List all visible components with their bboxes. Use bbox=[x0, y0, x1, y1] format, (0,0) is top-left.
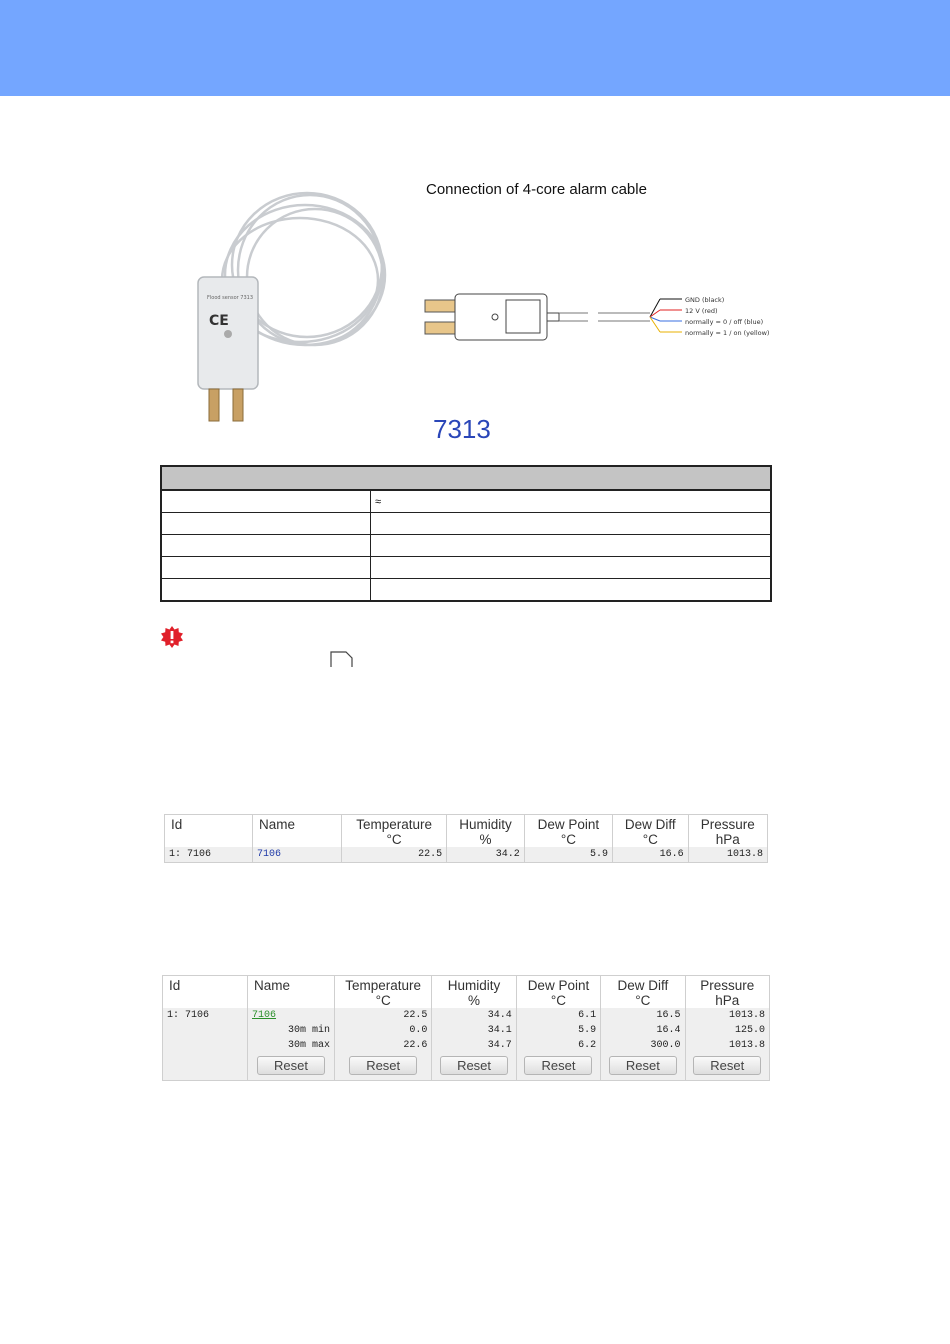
col-name: Name bbox=[253, 815, 342, 848]
col-humidity: Humidity % bbox=[432, 976, 516, 1009]
reset-button-name[interactable]: Reset bbox=[257, 1056, 325, 1075]
sensor-product-photo bbox=[195, 185, 395, 425]
page-reference-marker-icon bbox=[330, 650, 354, 668]
cable-connection-title: Connection of 4-core alarm cable bbox=[426, 181, 647, 198]
dew-diff-max: 300.0 bbox=[601, 1038, 685, 1053]
temperature-value: 22.5 bbox=[342, 847, 447, 863]
table-row-current bbox=[163, 1008, 770, 1023]
sensor-name-cell bbox=[248, 1008, 335, 1023]
svg-text:CE: CE bbox=[209, 313, 229, 329]
min-label: 30m min bbox=[248, 1023, 335, 1038]
spec-value bbox=[371, 535, 772, 557]
sensor-overview-table bbox=[164, 814, 768, 863]
dew-point-max: 6.2 bbox=[516, 1038, 600, 1053]
empty-cell bbox=[163, 1038, 248, 1053]
sensor-name-cell bbox=[253, 847, 342, 863]
dew-diff-min: 16.4 bbox=[601, 1023, 685, 1038]
spec-label bbox=[161, 535, 371, 557]
col-pressure: Pressure hPa bbox=[700, 817, 755, 847]
wire-label-normally-on: normally = 1 / on (yellow) bbox=[685, 329, 770, 337]
sensor-id: 1: 7106 bbox=[165, 847, 253, 863]
header-row bbox=[163, 976, 770, 1009]
col-dew-point: Dew Point °C bbox=[524, 815, 612, 848]
sensor-name-link[interactable]: 7106 bbox=[252, 1010, 277, 1021]
table-row bbox=[165, 847, 768, 863]
reset-button-temperature[interactable]: Reset bbox=[349, 1056, 417, 1075]
temperature-min: 0.0 bbox=[335, 1023, 432, 1038]
temperature-value: 22.5 bbox=[335, 1008, 432, 1023]
sensor-detail-table bbox=[162, 975, 770, 1081]
col-temperature: Temperature °C bbox=[335, 976, 432, 1009]
spec-label bbox=[161, 557, 371, 579]
wire-label-gnd: GND (black) bbox=[685, 296, 725, 304]
col-dew-diff: Dew Diff °C bbox=[601, 976, 685, 1009]
wiring-diagram bbox=[420, 286, 780, 346]
wire-label-12v: 12 V (red) bbox=[685, 307, 718, 315]
sensor-name-link[interactable]: 7106 bbox=[257, 849, 282, 860]
col-id: Id bbox=[163, 976, 248, 1009]
humidity-min: 34.1 bbox=[432, 1023, 516, 1038]
spec-label bbox=[161, 490, 371, 513]
header-row bbox=[165, 815, 768, 848]
spec-row bbox=[161, 535, 771, 557]
col-humidity: Humidity % bbox=[447, 815, 525, 848]
dew-diff-value: 16.5 bbox=[601, 1008, 685, 1023]
humidity-value: 34.2 bbox=[447, 847, 525, 863]
reset-button-humidity[interactable]: Reset bbox=[440, 1056, 508, 1075]
reset-button-dew-point[interactable]: Reset bbox=[524, 1056, 592, 1075]
wire-label-normally-off: normally = 0 / off (blue) bbox=[685, 318, 764, 326]
spec-row bbox=[161, 490, 771, 513]
pressure-max: 1013.8 bbox=[685, 1038, 769, 1053]
dew-diff-value: 16.6 bbox=[613, 847, 689, 863]
svg-text:Flood sensor 7313: Flood sensor 7313 bbox=[207, 295, 254, 301]
spec-table bbox=[160, 465, 772, 602]
spec-label bbox=[161, 579, 371, 602]
col-name: Name bbox=[248, 976, 335, 1009]
empty-cell bbox=[163, 1053, 248, 1081]
empty-cell bbox=[163, 1023, 248, 1038]
spec-table-header bbox=[161, 466, 771, 490]
col-temperature: Temperature °C bbox=[342, 815, 447, 848]
spec-row bbox=[161, 557, 771, 579]
col-dew-point: Dew Point °C bbox=[516, 976, 600, 1009]
spec-value: ≈ bbox=[371, 490, 772, 513]
pressure-value: 1013.8 bbox=[688, 847, 767, 863]
col-dew-diff: Dew Diff °C bbox=[613, 815, 689, 848]
humidity-max: 34.7 bbox=[432, 1038, 516, 1053]
warning-icon bbox=[160, 625, 184, 649]
table-row-reset bbox=[163, 1053, 770, 1081]
col-pressure: Pressure hPa bbox=[700, 978, 755, 1008]
reset-button-pressure[interactable]: Reset bbox=[693, 1056, 761, 1075]
col-id: Id bbox=[165, 815, 253, 848]
model-number: 7313 bbox=[433, 414, 491, 444]
temperature-max: 22.6 bbox=[335, 1038, 432, 1053]
spec-row bbox=[161, 513, 771, 535]
dew-point-value: 5.9 bbox=[524, 847, 612, 863]
reset-button-dew-diff[interactable]: Reset bbox=[609, 1056, 677, 1075]
sensor-id: 1: 7106 bbox=[163, 1008, 248, 1023]
table-row-min bbox=[163, 1023, 770, 1038]
spec-label bbox=[161, 513, 371, 535]
dew-point-min: 5.9 bbox=[516, 1023, 600, 1038]
table-row-max bbox=[163, 1038, 770, 1053]
spec-value bbox=[371, 513, 772, 535]
dew-point-value: 6.1 bbox=[516, 1008, 600, 1023]
spec-value bbox=[371, 557, 772, 579]
spec-row bbox=[161, 579, 771, 602]
header-band bbox=[0, 0, 950, 96]
max-label: 30m max bbox=[248, 1038, 335, 1053]
pressure-value: 1013.8 bbox=[685, 1008, 769, 1023]
pressure-min: 125.0 bbox=[685, 1023, 769, 1038]
spec-value bbox=[371, 579, 772, 602]
humidity-value: 34.4 bbox=[432, 1008, 516, 1023]
